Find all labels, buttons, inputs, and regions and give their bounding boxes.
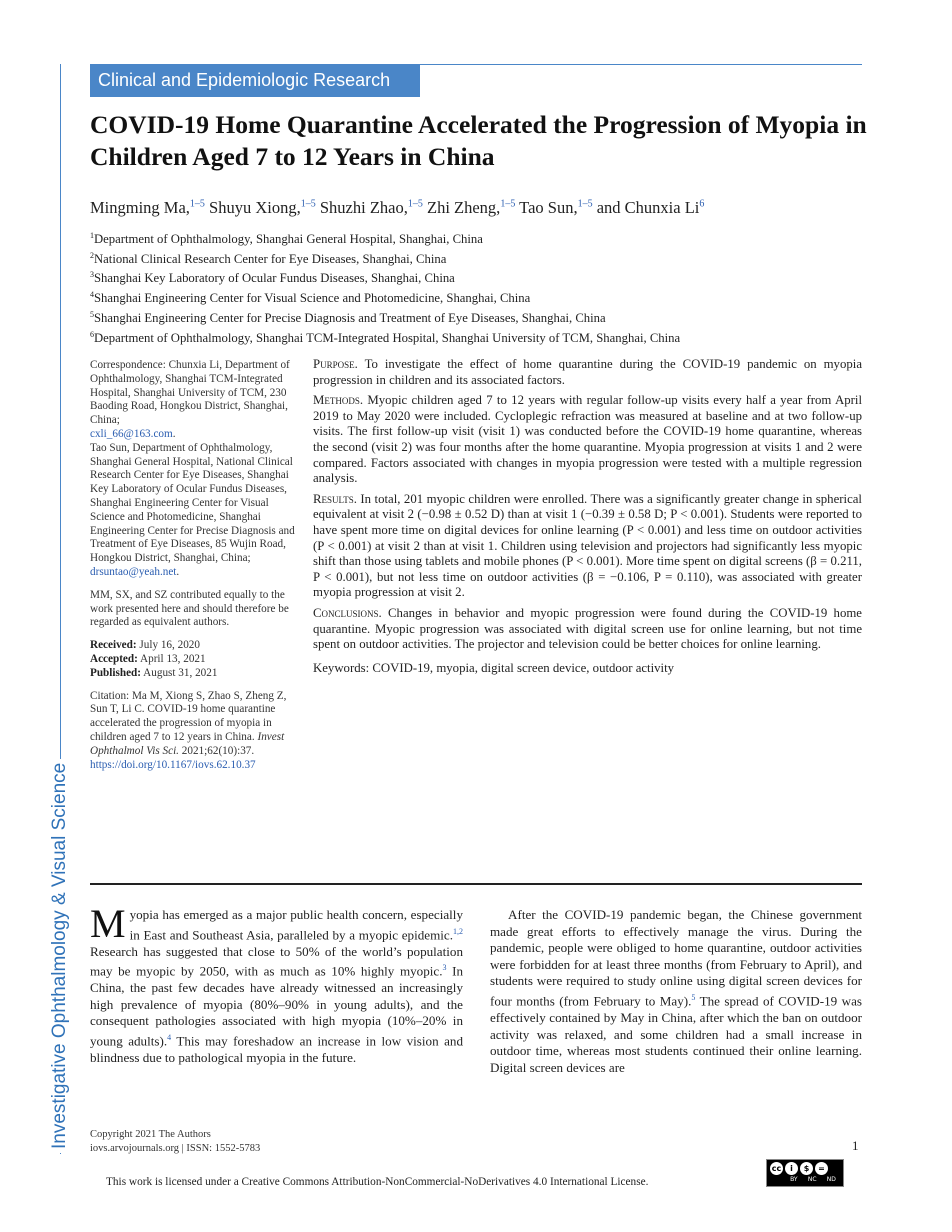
abstract-conclusions: Conclusions. Changes in behavior and myopic progression were found during the COVID-19 home quarantine. Myopic progression was associated with digital screen use for online learning, but not time spent on outdoor activities. The projector and television could be better choices for online learning. <box>313 605 862 652</box>
journal-side-title: Investigative Ophthalmology & Visual Science <box>49 759 71 1153</box>
section-tag: Clinical and Epidemiologic Research <box>90 64 420 97</box>
section-rule <box>90 883 862 885</box>
keywords: Keywords: COVID-19, myopia, digital screen device, outdoor activity <box>313 660 675 675</box>
abstract-methods: Methods. Myopic children aged 7 to 12 years with regular follow-up visits every half a year from April 2019 to May 2020 were included. Cycloplegic refraction was measured at baseline and at two follow-up visits. The first follow-up visit (visit 1) was conducted before the COVID-19 home quarantine, whereas the second (visit 2) was four months after the home quarantine. Myopia progression at visits 1 and 2 were compared. Factors associated with changes in myopia progression were tested with a multiple regression analysis. <box>313 393 862 486</box>
author-list <box>90 198 890 218</box>
author: Zhi Zheng, <box>426 198 501 217</box>
email-link[interactable]: drsuntao@yeah.net <box>90 565 177 578</box>
affiliation: $^2$National Clinical Research Center for Eye Diseases, Shanghai, China <box>90 250 447 266</box>
author-affil-ref[interactable]: 1–5 <box>189 198 205 210</box>
citation-ref[interactable]: 1,2 <box>453 926 463 936</box>
cc-license-badge[interactable] <box>766 1159 844 1187</box>
citation: Citation: Ma M, Xiong S, Zhao S, Zheng Z, Sun T, Li C. COVID-19 home quarantine accelerated the progression of myopia in children aged 7 to 12 years in China. Invest Ophthalmol Vis Sci. 2021;62(10):37. https://doi.org/10.1167/iovs.62.10.37 <box>90 689 287 771</box>
drop-cap: M <box>90 901 126 946</box>
citation-ref[interactable]: 4 <box>167 1032 172 1042</box>
affiliation: $^4$Shanghai Engineering Center for Visual Science and Photomedicine, Shanghai, China <box>90 290 531 306</box>
affiliation: $^3$Shanghai Key Laboratory of Ocular Fundus Diseases, Shanghai, China <box>90 270 455 286</box>
correspondence: Correspondence: Chunxia Li, Department of Ophthalmology, Shanghai TCM-Integrated Hospital, Shanghai University of TCM, 230 Baoding Road, Hongkou District, Shanghai, China; cxli_66@163.com. Tao Sun, Department of Ophthalmology, Shanghai General Hospital, National Clinical Research Center for Eye Diseases, Shanghai Key Laboratory of Ocular Fundus Diseases, Shanghai Engineering Center for Visual Science and Photomedicine, Shanghai Engineering Center for Precise Diagnosis and Treatment of Eye Diseases, 85 Wujin Road, Hongkou District, Shanghai, China; drsuntao@yeah.net. <box>90 359 295 578</box>
noncommercial-icon: $ <box>800 1162 813 1175</box>
license-text[interactable]: This work is licensed under a Creative Commons Attribution-NonCommercial-NoDerivatives 4.0 International License. <box>106 1176 649 1188</box>
body-column-right: After the COVID-19 pandemic began, the Chinese government made great efforts to effectively manage the virus. During the pandemic, people were obliged to home quarantine, outdoor activities were forbidden for at least three months (from February to April), and students were required to study online using digital screen devices for four months (from February to May).$^5$ The spread of COVID-19 was effectively contained by May in China, after which the ban on outdoor activity was relaxed, and some children had a small increase in outdoor time, whereas most students continued their online learning. Digital screen devices are <box>490 907 862 1075</box>
copyright-block <box>90 1128 260 1156</box>
copyright: Copyright 2021 The Authors <box>90 1129 211 1140</box>
author-affil-ref[interactable]: 1–5 <box>577 198 593 210</box>
attribution-icon: i <box>785 1162 798 1175</box>
email-link[interactable]: cxli_66@163.com <box>90 427 173 440</box>
author-affil-ref[interactable]: 6 <box>699 198 705 210</box>
cc-label: BY <box>790 1176 798 1183</box>
author-affil-ref[interactable]: 1–5 <box>500 198 516 210</box>
cc-icon: cc <box>771 1164 782 1173</box>
cc-label: NC <box>807 1176 817 1183</box>
author: Tao Sun, <box>519 198 578 217</box>
article-title: COVID-19 Home Quarantine Accelerated the Progression of Myopia in Children Aged 7 to 12 Years in China <box>90 110 867 171</box>
author: and Chunxia Li <box>596 198 700 217</box>
affiliation: $^1$Department of Ophthalmology, Shanghai General Hospital, Shanghai, China <box>90 231 483 247</box>
affiliations <box>90 228 870 346</box>
author-affil-ref[interactable]: 1–5 <box>300 198 316 210</box>
author: Shuzhi Zhao, <box>319 198 408 217</box>
contribution-note: MM, SX, and SZ contributed equally to the work presented here and should therefore be regarded as equivalent authors. <box>90 588 289 629</box>
abstract-purpose: Purpose. To investigate the effect of home quarantine during the COVID-19 pandemic on myopia progression in children and its associated factors. <box>313 357 862 387</box>
affiliation: $^5$Shanghai Engineering Center for Precise Diagnosis and Treatment of Eye Diseases, Shanghai, China <box>90 309 606 326</box>
issn: iovs.arvojournals.org | ISSN: 1552-5783 <box>90 1143 261 1154</box>
doi-link[interactable]: https://doi.org/10.1167/iovs.62.10.37 <box>90 758 256 771</box>
dates: Received: July 16, 2020 Accepted: April 13, 2021 Published: August 31, 2021 <box>90 639 218 679</box>
noderivatives-icon: = <box>815 1162 828 1175</box>
cc-label: ND <box>826 1176 836 1183</box>
abstract-results: Results. In total, 201 myopic children were enrolled. There was a significantly greater change in spherical equivalent at visit 2 (−0.98 ± 0.52 D) than at visit 1 (−0.39 ± 0.58 D; P < 0.001). Students were reported to have spent more time on digital devices for online learning (P < 0.001) and less time on outdoor activities (P < 0.001) at visit 2 than at visit 1. Children using television and projectors had significantly less myopic shift than those using tablets and mobile phones (P < 0.001). More time spent on digital screens (β = 0.211, P < 0.001), but not less time on outdoor activities (β = −0.106, P = 0.110), was associated with greater myopia progression at visit 2. <box>313 491 862 600</box>
affiliation: $^6$Department of Ophthalmology, Shanghai TCM-Integrated Hospital, Shanghai University of TCM, Shanghai, China <box>90 329 681 345</box>
abstract <box>313 357 862 681</box>
body-column-left: Myopia has emerged as a major public health concern, especially in East and Southeast Asia, paralleled by a myopic epidemic.$^{1,2}$ Research has suggested that close to 50% of the world’s population may be myopic by 2050, with as much as 10% highly myopic.$^3$ In China, the past few decades have already witnessed an increasingly high prevalence of myopia (80%–90% in young adults), and the consequent pathologies associated with high myopia (10%–20% in young adults).$^4$ This may foreshadow an increase in low vision and blindness due to pathological myopia in the future. <box>90 901 464 1065</box>
author: Mingming Ma, <box>90 198 190 217</box>
page-number: 1 <box>852 1138 859 1153</box>
article-info-column <box>90 359 302 781</box>
author-affil-ref[interactable]: 1–5 <box>407 198 423 210</box>
author: Shuyu Xiong, <box>209 198 301 217</box>
citation-ref[interactable]: 3 <box>442 963 447 973</box>
citation-ref[interactable]: 5 <box>691 992 696 1002</box>
